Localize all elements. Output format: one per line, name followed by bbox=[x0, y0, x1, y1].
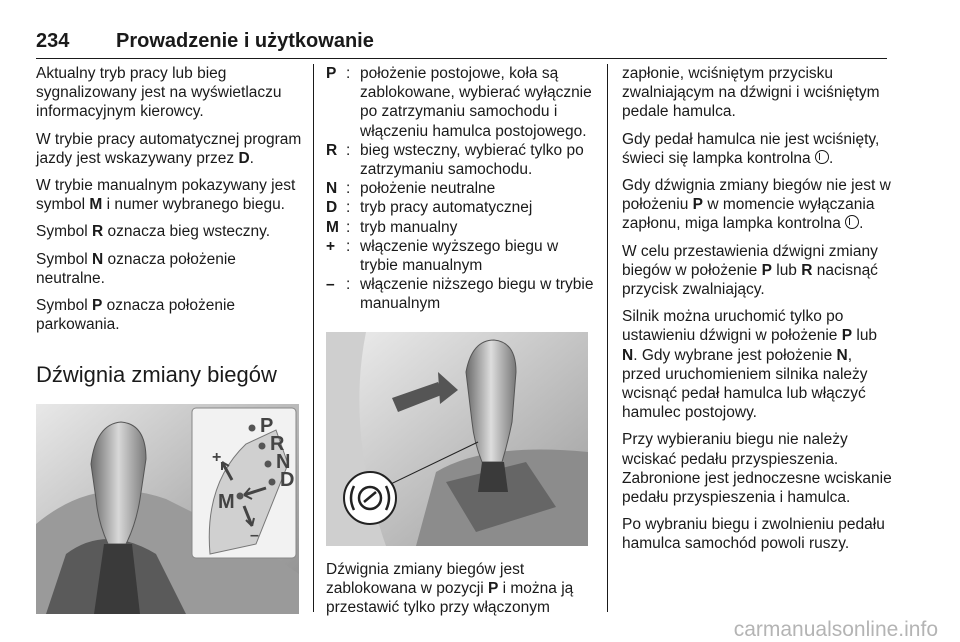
paragraph: Symbol R oznacza bieg wsteczny. bbox=[36, 223, 271, 241]
definition-item bbox=[326, 218, 594, 237]
definition-text: położenie postojowe, koła są zablokowane, wybierać wyłącznie po zatrzymaniu samochodu i włączeniu hamulca postojowego. bbox=[360, 65, 592, 140]
paragraph: Po wybraniu biegu i zwolnieniu pedału hamulca samochód powoli ruszy. bbox=[622, 516, 885, 553]
brake-warning-icon bbox=[845, 215, 859, 229]
definition-colon: : bbox=[346, 237, 351, 255]
paragraph: Symbol N oznacza położenie neutralne. bbox=[36, 250, 236, 287]
gear-label-m: M bbox=[218, 491, 235, 514]
definition-text: bieg wsteczny, wybierać tylko po zatrzymaniu samochodu. bbox=[360, 141, 584, 179]
definition-text: tryb manualny bbox=[360, 218, 458, 236]
column-3 bbox=[622, 64, 892, 562]
paragraph: Przy wybieraniu biegu nie należy wciskać pedału przyspieszenia. Zabronione jest jednoczesne wciskanie pedału przyspieszenia i hamulca. bbox=[622, 431, 892, 507]
definition-item bbox=[326, 141, 594, 179]
gear-label-p: P bbox=[260, 415, 274, 438]
definition-item bbox=[326, 64, 594, 141]
section-heading: Dźwignia zmiany biegów bbox=[36, 362, 277, 388]
gear-label-r: R bbox=[270, 433, 285, 456]
paragraph: Symbol P oznacza położenie parkowania. bbox=[36, 297, 236, 334]
definition-key: – bbox=[326, 276, 335, 294]
paragraph: Silnik można uruchomić tylko po ustawieniu dźwigni w położenie P lub N. Gdy wybrane jest położenie N, przed uruchomieniem silnika należy wcisnąć pedał hamulca lub włączyć hamulec postojowy. bbox=[622, 308, 878, 422]
definition-text: tryb pracy automatycznej bbox=[360, 199, 533, 217]
definition-item bbox=[326, 275, 594, 313]
definition-colon: : bbox=[346, 276, 351, 294]
column-divider bbox=[313, 64, 314, 612]
definition-item bbox=[326, 179, 594, 198]
definition-colon: : bbox=[346, 141, 351, 159]
gear-lever-illustration bbox=[36, 404, 299, 614]
gear-label-d: D bbox=[280, 469, 295, 492]
page-title: Prowadzenie i użytkowanie bbox=[116, 30, 374, 52]
column-2 bbox=[326, 64, 594, 625]
definition-colon: : bbox=[346, 218, 351, 236]
definition-item bbox=[326, 198, 594, 217]
paragraph: Dźwignia zmiany biegów jest zablokowana w pozycji P i można ją przestawić tylko przy włączonym bbox=[326, 560, 574, 617]
brake-warning-icon bbox=[815, 150, 829, 164]
paragraph: Gdy pedał hamulca nie jest wciśnięty, świeci się lampka kontrolna . bbox=[622, 130, 880, 167]
paragraph: zapłonie, wciśniętym przycisku zwalniającym na dźwigni i wciśniętym pedale hamulca. bbox=[622, 65, 880, 121]
gear-definition-list bbox=[326, 64, 594, 314]
paragraph: Aktualny tryb pracy lub bieg sygnalizowany jest na wyświetlaczu informacyjnym kierowcy. bbox=[36, 65, 282, 121]
gear-label-n: N bbox=[276, 451, 291, 474]
definition-key: D bbox=[326, 199, 338, 217]
column-1 bbox=[36, 64, 304, 614]
definition-text: włączenie niższego biegu w trybie manualnym bbox=[360, 276, 594, 313]
definition-text: włączenie wyższego biegu w trybie manualnym bbox=[360, 237, 559, 275]
paragraph: W celu przestawienia dźwigni zmiany biegów w położenie P lub R nacisnąć przycisk zwalniający. bbox=[622, 242, 878, 299]
gear-pattern-inset bbox=[192, 408, 296, 558]
page-number: 234 bbox=[36, 30, 70, 52]
definition-key: P bbox=[326, 65, 337, 82]
definition-key: R bbox=[326, 141, 338, 159]
definition-key: N bbox=[326, 180, 338, 198]
page-header bbox=[36, 30, 887, 59]
definition-colon: : bbox=[346, 199, 351, 217]
paragraph: W trybie manualnym pokazywany jest symbol M i numer wybranego biegu. bbox=[36, 177, 296, 214]
definition-key: + bbox=[326, 237, 336, 255]
watermark: carmanualsonline.info bbox=[733, 618, 938, 641]
definition-key: M bbox=[326, 218, 339, 236]
gear-label-minus: – bbox=[250, 527, 259, 545]
paragraph: Gdy dźwignia zmiany biegów nie jest w położeniu P w momencie wyłączania zapłonu, miga lampka kontrolna . bbox=[622, 177, 891, 233]
definition-text: położenie neutralne bbox=[360, 180, 496, 198]
definition-item bbox=[326, 237, 594, 275]
paragraph: W trybie pracy automatycznej program jazdy jest wskazywany przez D. bbox=[36, 130, 302, 167]
definition-colon: : bbox=[346, 65, 351, 82]
column-divider bbox=[607, 64, 608, 612]
gear-lever-lock-illustration bbox=[326, 332, 588, 546]
gear-label-plus: + bbox=[212, 449, 222, 467]
definition-colon: : bbox=[346, 180, 351, 198]
